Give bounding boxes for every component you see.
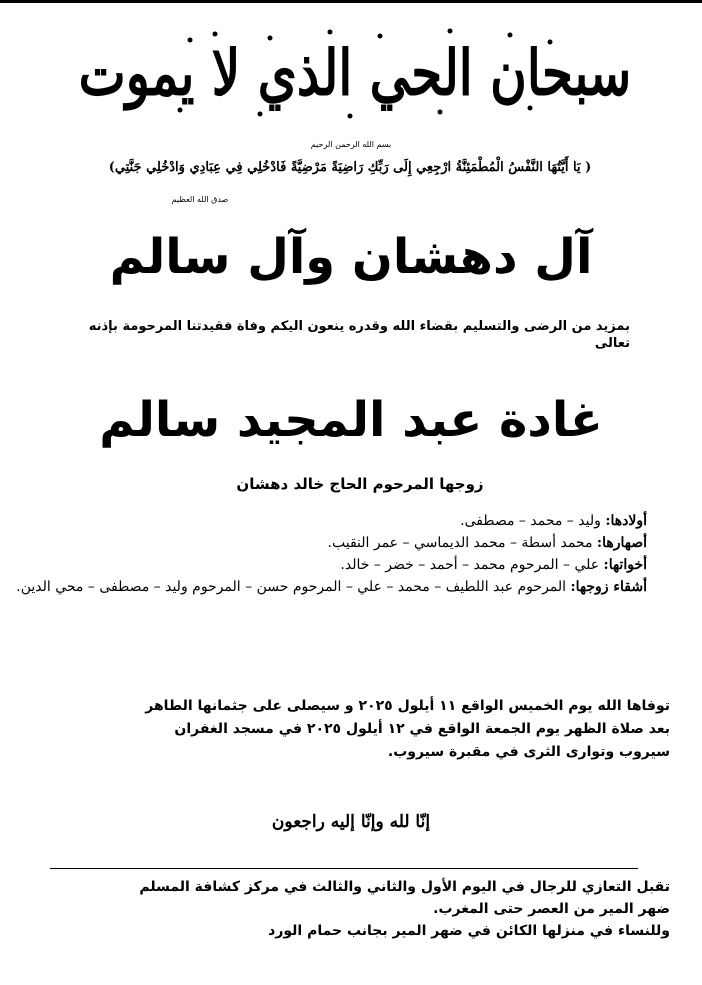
relatives-husband-siblings xyxy=(7,576,647,598)
relative-label: أولادها: xyxy=(605,513,647,529)
condolences-line-3: وللنساء في منزلها الكائن في ضهر المير بجانب حمام الورد xyxy=(268,923,670,939)
relative-label: أشقاء زوجها: xyxy=(570,579,647,595)
condolences-line-2: ضهر المير من العصر حتى المغرب. xyxy=(433,901,670,917)
closing-verse: إنّا لله وإنّا إليه راجعون xyxy=(271,812,431,832)
intro-paragraph: بمزيد من الرضى والتسليم بقضاء الله وقدره ينعون اليكم وفاة فقيدتنا المرحومة بإذنه تعالى xyxy=(88,319,630,351)
relatives-siblings xyxy=(7,554,647,576)
relative-label: أخواتها: xyxy=(603,557,647,573)
basmala: بسم الله الرحمن الرحيم xyxy=(310,140,392,149)
death-notice xyxy=(35,695,670,764)
condolences-line-1: تقبل التعازي للرجال في اليوم الأول والثاني والثالث في مركز كشافة المسلم xyxy=(139,879,670,895)
condolences-notice xyxy=(55,876,670,942)
relatives-in-laws xyxy=(7,532,647,554)
relative-names: المرحوم عبد اللطيف – محمد – علي – المرحوم حسن – المرحوم وليد – مصطفى – محي الدين. xyxy=(16,579,571,595)
calligraphy-text: سبحان الحي الذي لا يموت xyxy=(78,35,632,109)
relative-names: محمد أسطة – محمد الديماسي – عمر النقيب. xyxy=(327,535,597,551)
deceased-name-heading: غادة عبد المجيد سالم xyxy=(99,392,603,448)
relative-names: وليد – محمد – مصطفى. xyxy=(460,513,606,529)
sadaqa-line: صدق الله العظيم xyxy=(171,195,229,204)
relative-names: علي – المرحوم محمد – أحمد – خضر – خالد. xyxy=(340,557,604,573)
death-notice-line-3: سيروب وتوارى الثرى في مقبرة سيروب. xyxy=(387,744,670,760)
relatives-children xyxy=(7,510,647,532)
calligraphy-header xyxy=(78,22,632,122)
death-notice-line-1: توفاها الله يوم الخميس الواقع ١١ أيلول ٢٠٢٥ و سيصلى على جثمانها الطاهر xyxy=(145,698,670,714)
family-name-heading: آل دهشان وآل سالم xyxy=(109,229,593,285)
death-notice-line-2: بعد صلاة الظهر يوم الجمعة الواقع في ١٢ أيلول ٢٠٢٥ في مسجد الغفران xyxy=(174,721,670,737)
quran-verse: ( يَا أَيَّتُهَا النَّفْسُ الْمُطْمَئِنَّةُ ارْجِعِي إِلَى رَبِّكِ رَاضِيَةً مَرْضِيَّةً فَادْخُلِي فِي عِبَادِي وَادْخُلِي جَنَّتِي) xyxy=(108,160,592,175)
section-divider xyxy=(50,868,638,869)
relative-label: أصهارها: xyxy=(596,535,647,551)
husband-line: زوجها المرحوم الحاج خالد دهشان xyxy=(236,475,484,493)
relatives-list xyxy=(7,510,647,598)
